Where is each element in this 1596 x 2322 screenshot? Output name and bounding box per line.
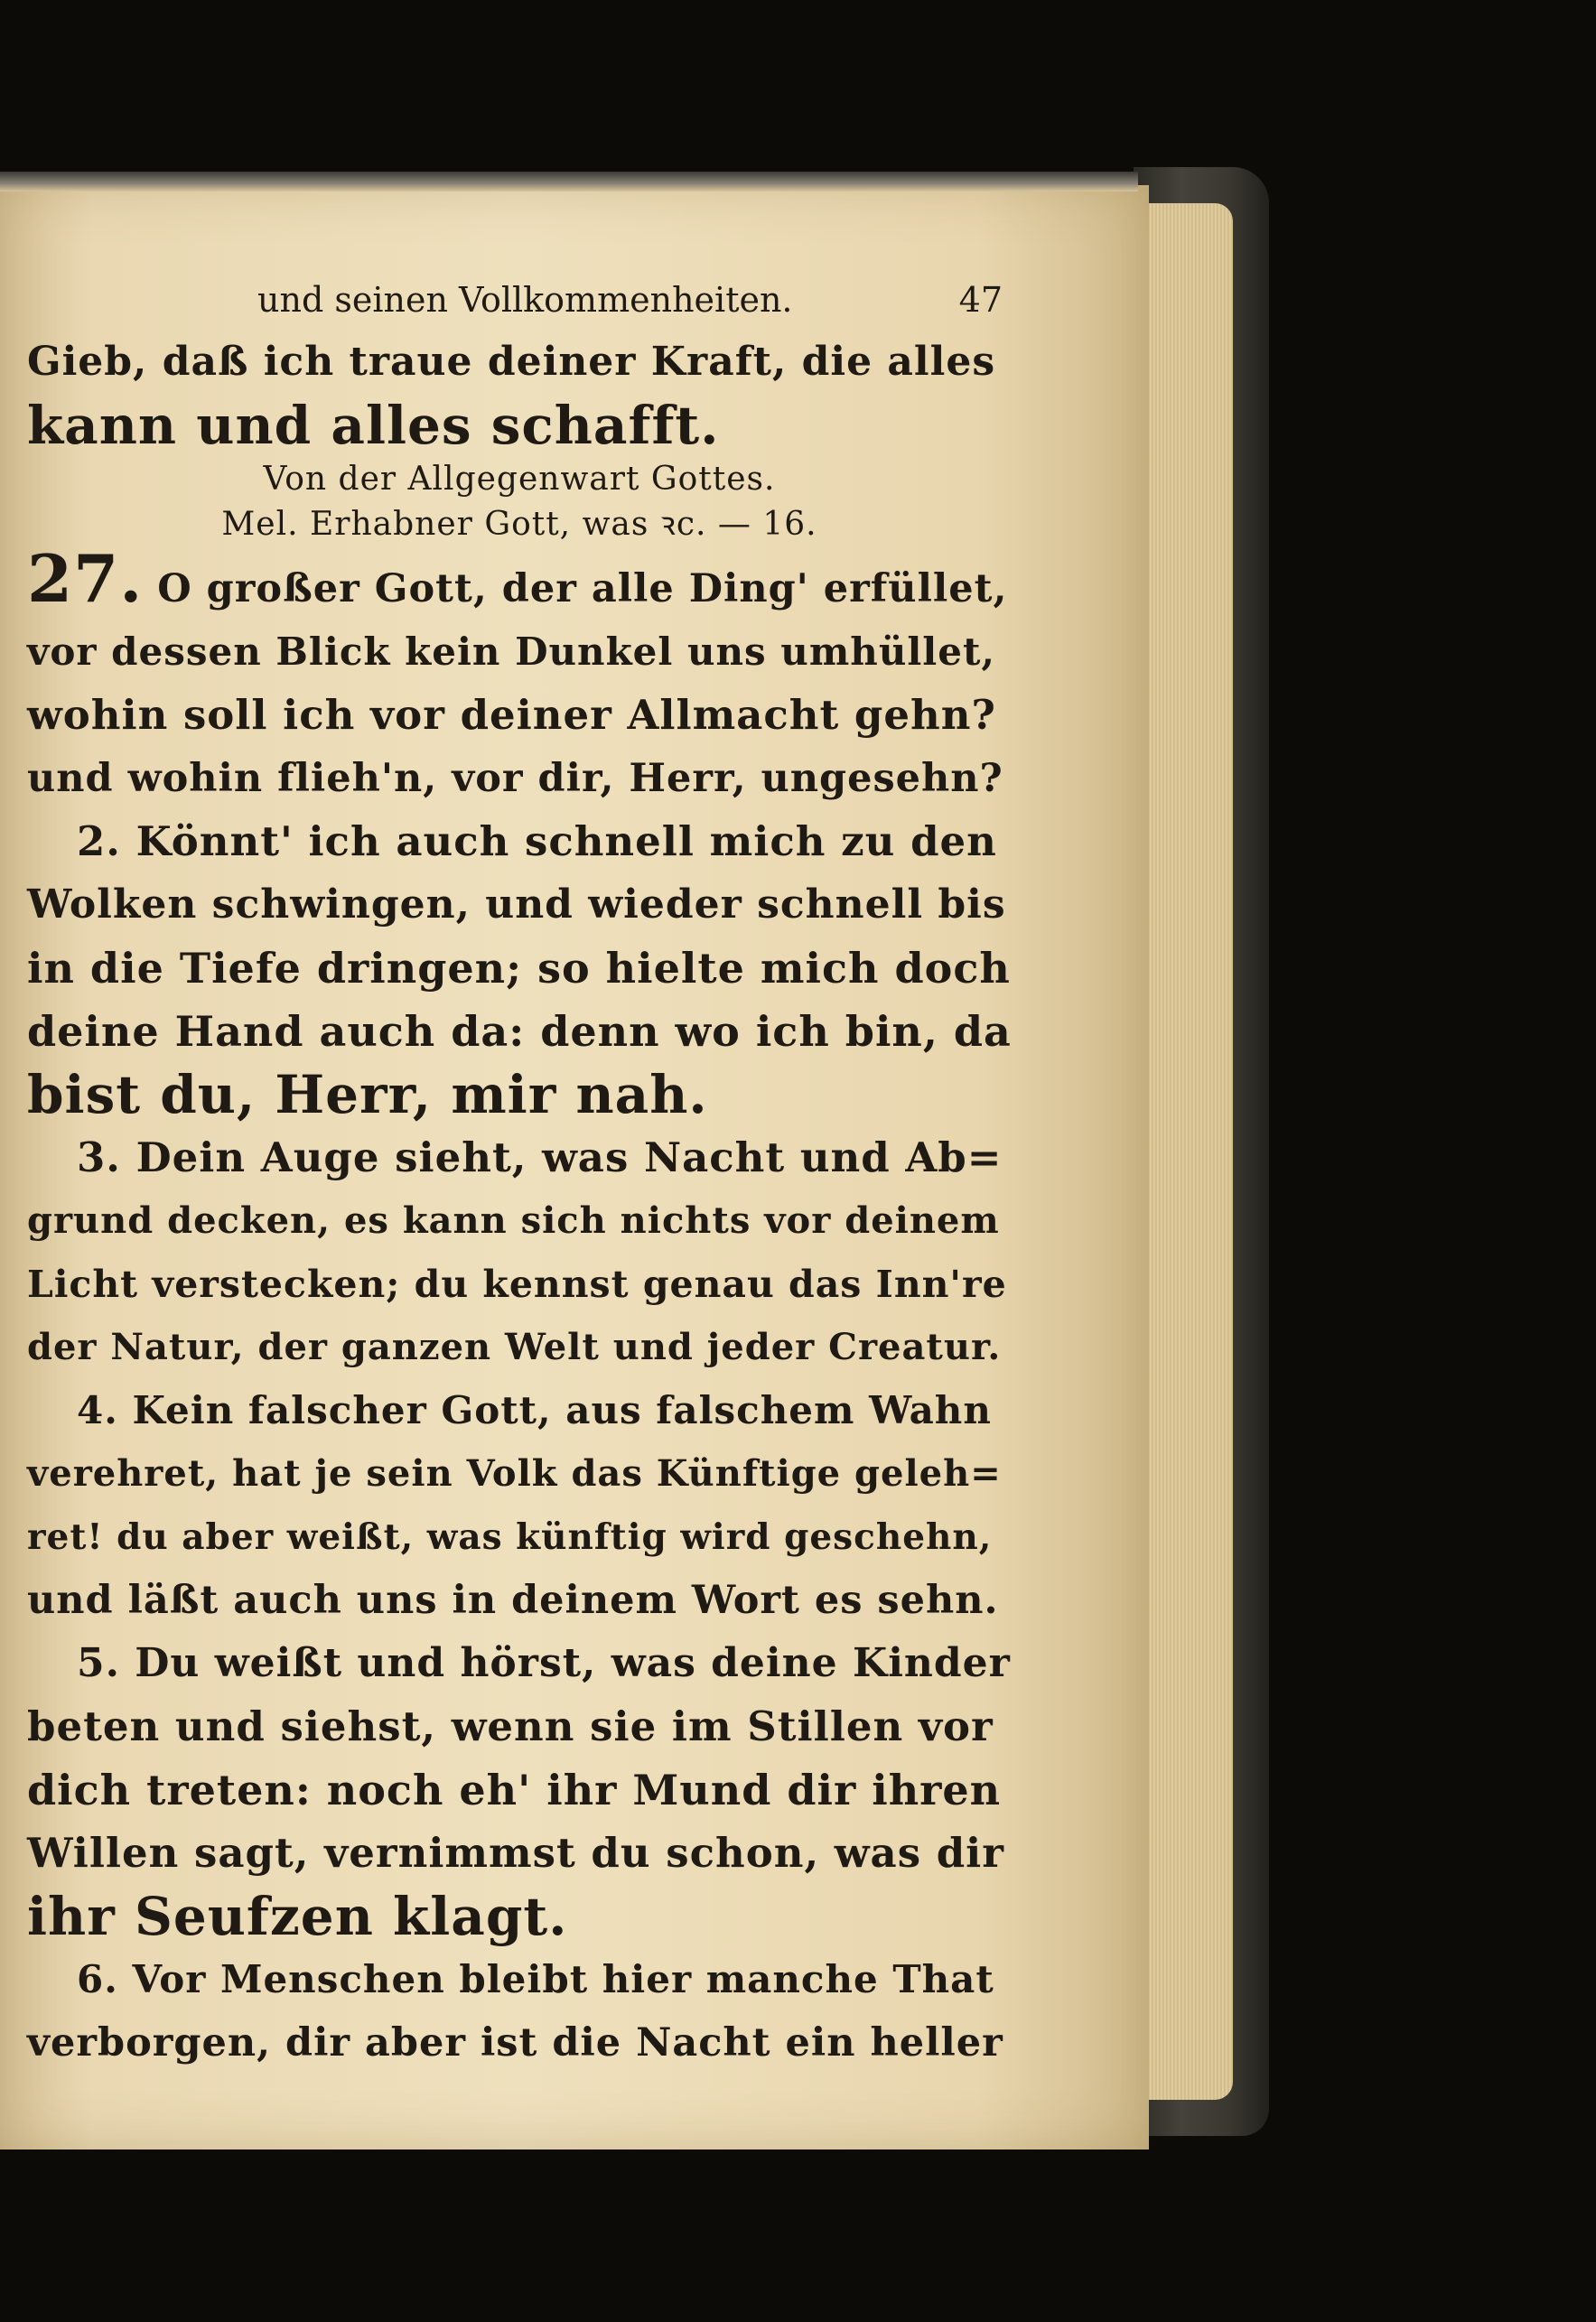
hymn-title: Von der Allgegenwart Gottes. xyxy=(263,461,776,498)
hymn-line: O großer Gott, der alle Ding' erfüllet, xyxy=(157,566,1008,611)
hymn-number: 27. xyxy=(27,540,144,617)
hymn-line: Licht verstecken; du kennst genau das Inn're xyxy=(27,1263,1007,1306)
hymn-line: ret! du aber weißt, was künftig wird geschehn, xyxy=(27,1516,993,1558)
hymn-line: der Natur, der ganzen Welt und jeder Creatur. xyxy=(27,1326,1002,1368)
hymn-line: und läßt auch uns in deinem Wort es sehn. xyxy=(27,1578,999,1623)
hymn-line: dich treten: noch eh' ihr Mund dir ihren xyxy=(27,1766,1002,1814)
page-text xyxy=(27,280,1012,2075)
hymn-line: 4. Kein falscher Gott, aus falschem Wahn xyxy=(77,1388,992,1432)
running-head xyxy=(27,280,1012,331)
opening-line: Gieb, daß ich traue deiner Kraft, die alles xyxy=(27,339,996,385)
hymn-line: Wolken schwingen, und wieder schnell bis xyxy=(27,881,1006,928)
hymn-first-line xyxy=(27,540,1012,620)
hymn-line: grund decken, es kann sich nichts vor deinem xyxy=(27,1199,1000,1242)
page-number: 47 xyxy=(958,280,1003,320)
hymn-line: 5. Du weißt und hörst, was deine Kinder xyxy=(77,1640,1011,1686)
hymn-line: in die Tiefe dringen; so hielte mich doch xyxy=(27,944,1011,993)
hymn-line: beten und siehst, wenn sie im Stillen vor xyxy=(27,1702,994,1750)
hymn-line: deine Hand auch da: denn wo ich bin, da xyxy=(27,1007,1012,1056)
hymn-line: bist du, Herr, mir nah. xyxy=(27,1064,708,1125)
hymn-line: und wohin flieh'n, vor dir, Herr, ungesehn? xyxy=(27,756,1003,801)
hymn-line: vor dessen Blick kein Dunkel uns umhüllet, xyxy=(27,629,996,674)
hymn-line: ihr Seufzen klagt. xyxy=(27,1886,568,1947)
hymn-line: wohin soll ich vor deiner Allmacht gehn? xyxy=(27,691,996,739)
running-head-title: und seinen Vollkommenheiten. xyxy=(257,280,793,320)
hymn-melody: Mel. Erhabner Gott, was ꝛc. — 16. xyxy=(221,506,817,543)
hymn-line: verborgen, dir aber ist die Nacht ein heller xyxy=(27,2020,1003,2066)
hymn-line: verehret, hat je sein Volk das Künftige geleh= xyxy=(27,1452,1002,1495)
hymn-line: Willen sagt, vernimmst du schon, was dir xyxy=(27,1829,1004,1877)
hymn-line: 6. Vor Menschen bleibt hier manche That xyxy=(77,1957,994,2001)
book-page xyxy=(0,185,1149,2149)
hymn-line: 3. Dein Auge sieht, was Nacht und Ab= xyxy=(77,1133,1003,1181)
opening-line: kann und alles schafft. xyxy=(27,395,720,456)
hymn-line: 2. Könnt' ich auch schnell mich zu den xyxy=(77,817,997,865)
top-edge-shadow xyxy=(0,172,1138,191)
